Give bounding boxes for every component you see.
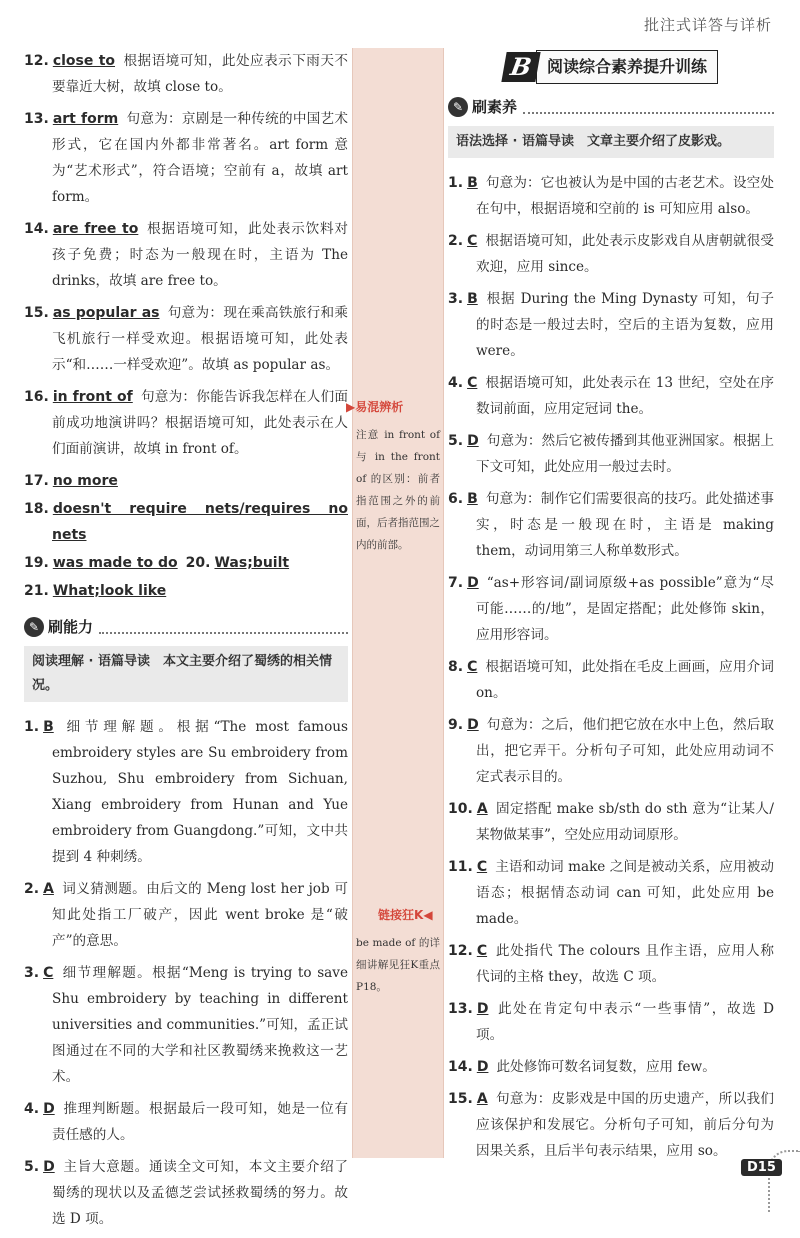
arrow-left-icon: ◀	[423, 908, 433, 922]
answer-item: 10. A 固定搭配 make sb/sth do sth 意为“让某人/某物做某事”，空处应用动词原形。	[448, 801, 774, 843]
note-link: be made of 的详细讲解见狂K重点 P18。	[356, 937, 440, 993]
answer-item: 13. art form 句意为：京剧是一种传统的中国艺术形式，它在国内外都非常著名。art form 意为“艺术形式”，符合语境；空前有 a，故填 art form。	[24, 111, 348, 205]
answer-item: 11. C 主语和动词 make 之间是被动关系，应用被动语态；根据情态动词 can 可知，此处应用 be made。	[448, 859, 774, 927]
reading-intro: 阅读理解 · 语篇导读 本文主要介绍了蜀绣的相关情况。	[24, 646, 348, 702]
answer-item: 5. D 主旨大意题。通读全文可知，本文主要介绍了蜀绣的现状以及孟德芝尝试拯救蜀绣的努力。故选 D 项。	[24, 1159, 348, 1227]
brush-icon: ✎	[448, 97, 468, 117]
answer-item: 18. doesn't require nets/requires no nets	[24, 501, 348, 543]
note-tag-confusion: ▶易混辨析	[346, 400, 404, 414]
answer-item: 6. B 句意为：制作它们需要很高的技巧。此处描述事实，时态是一般现在时，主语是 making them，动词用第三人称单数形式。	[448, 491, 774, 559]
note-tag-link: 链接狂K◀	[378, 908, 433, 922]
answer-item: 1. B 句意为：它也被认为是中国的古老艺术。设空处在句中，根据语境和空前的 is 可知应用 also。	[448, 175, 774, 217]
note-confusion: 注意 in front of 与 in the front of 的区别：前者指范围之外的前面，后者指范围之内的前部。	[356, 429, 440, 551]
answer-item: 1. B 细节理解题。根据“The most famous embroidery styles are Su embroidery from Suzhou, Shu embroidery from Sichuan, Xiang embroidery from Hunan and Yue embroidery from Guangdong.”可知，文中共提到 4 种刺绣。	[24, 719, 348, 865]
answer-item: 7. D “as+形容词/副词原级+as possible”意为“尽可能……的/地”，是固定搭配；此处修饰 skin，应用形容词。	[448, 575, 774, 643]
section-banner	[448, 50, 774, 84]
answer-item: 2. A 词义猜测题。由后文的 Meng lost her job 可知此处指工厂破产，因此 went broke 是“破产”的意思。	[24, 881, 348, 949]
answer-item: 17. no more	[24, 473, 118, 489]
dotted-divider	[523, 100, 774, 114]
answer-item: 15. A 句意为：皮影戏是中国的历史遗产，所以我们应该保护和发展它。分析句子可知，前后分句为因果关系，且后半句表示结果，应用 so。	[448, 1091, 774, 1159]
grammar-intro: 语法选择 · 语篇导读 文章主要介绍了皮影戏。	[448, 126, 774, 158]
page-number: D15	[741, 1159, 782, 1176]
answer-item: 9. D 句意为：之后，他们把它放在水中上色，然后取出，把它弄干。分析句子可知，此处应用动词不定式表示目的。	[448, 717, 774, 785]
arrow-icon: ▶	[346, 400, 356, 414]
answer-item: 8. C 根据语境可知，此处指在毛皮上画画，应用介词 on。	[448, 659, 774, 701]
answer-item: 14. are free to 根据语境可知，此处表示饮料对孩子免费；时态为一般现在时，主语为 The drinks，故填 are free to。	[24, 221, 349, 289]
section-heading-literacy: ✎ 刷素养	[448, 94, 774, 120]
right-column	[448, 48, 774, 1170]
answer-item: 19. was made to do 20. Was;built	[24, 555, 290, 571]
answer-item: 3. B 根据 During the Ming Dynasty 可知，句子的时态是一般过去时，空后的主语为复数，应用 were。	[448, 291, 774, 359]
page-header: 批注式详答与详析	[643, 16, 772, 34]
banner-title: 阅读综合素养提升训练	[536, 50, 718, 84]
answer-item: 2. C 根据语境可知，此处表示皮影戏自从唐朝就很受欢迎，应用 since。	[448, 233, 774, 275]
answer-item: 16. in front of 句意为：你能告诉我怎样在人们面前成功地演讲吗？根据语境可知，此处表示在人们面前演讲，故填 in front of。	[24, 389, 349, 457]
answer-item: 21. What;look like	[24, 583, 167, 599]
answer-item: 3. C 细节理解题。根据“Meng is trying to save Shu embroidery by teaching in different universities and communities.”可知，孟正试图通过在不同的大学和社区教蜀绣来挽救这一艺术。	[24, 965, 348, 1085]
section-heading-ability: ✎ 刷能力	[24, 614, 348, 640]
answer-item: 12. C 此处指代 The colours 且作主语，应用人称代词的主格 they，故选 C 项。	[448, 943, 774, 985]
answer-item: 13. D 此处在肯定句中表示“一些事情”，故选 D 项。	[448, 1001, 774, 1043]
answer-item: 14. D 此处修饰可数名词复数，应用 few。	[448, 1059, 716, 1075]
left-column	[24, 48, 348, 1238]
answer-item: 5. D 句意为：然后它被传播到其他亚洲国家。根据上下文可知，此处应用一般过去时。	[448, 433, 774, 475]
answer-item: 12. close to 根据语境可知，此处应表示下雨天不要靠近大树，故填 close to。	[24, 53, 348, 95]
brush-icon: ✎	[24, 617, 44, 637]
answer-item: 4. D 推理判断题。根据最后一段可知，她是一位有责任感的人。	[24, 1101, 348, 1143]
answer-item: 15. as popular as 句意为：现在乘高铁旅行和乘飞机旅行一样受欢迎。根据语境可知，此处表示“和……一样受欢迎”。故填 as popular as。	[24, 305, 348, 373]
answer-item: 4. C 根据语境可知，此处表示在 13 世纪，空处在序数词前面，应用定冠词 the。	[448, 375, 774, 417]
banner-letter: B	[501, 52, 540, 82]
dotted-divider	[99, 620, 348, 634]
